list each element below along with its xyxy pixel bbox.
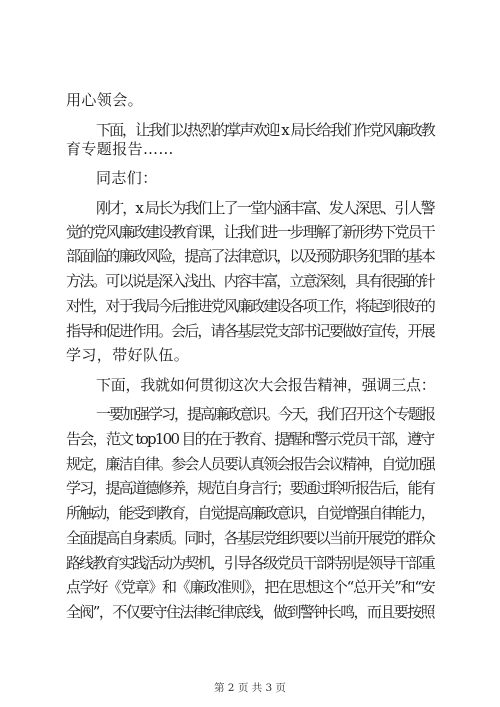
- text-line: 同志们：: [96, 169, 158, 187]
- text-line: 方法。可以说是深入浅出、内容丰富，立意深刻，具有很强的针: [66, 272, 434, 290]
- text-line: 路线教育实践活动为契机，引导各级党员干部特别是领导干部重: [66, 554, 434, 572]
- text-line: 规定，廉洁自律。参会人员要认真领会报告会议精神，自觉加强: [66, 455, 434, 473]
- text-line: 育专题报告……: [66, 140, 174, 158]
- text-line: 全阀”，不仅要守住法律纪律底线，做到警钟长鸣，而且要按照: [66, 603, 434, 621]
- text-line: 点学好《党章》和《廉政准则》，把在思想这个“总开关”和“安: [66, 578, 435, 596]
- text-line: 一要加强学习，提高廉政意识。今天，我们召开这个专题报: [96, 405, 435, 423]
- text-line: 告会，范文 top100 目的在于教育、提醒和警示党员干部，遵守: [66, 430, 434, 448]
- text-line: 全面提高自身素质。同时，各基层党组织要以当前开展党的群众: [66, 529, 434, 547]
- text-line: 刚才，x 局长为我们上了一堂内涵丰富、发人深思、引人警: [96, 199, 434, 217]
- text-line: 部面临的廉政风险，提高了法律意识，以及预防职务犯罪的基本: [66, 247, 434, 265]
- text-line: 所触动，能受到教育，自觉提高廉政意识，自觉增强自律能力，: [66, 504, 434, 522]
- text-line: 学习，提高道德修养，规范自身言行；要通过聆听报告后，能有: [66, 479, 434, 497]
- text-line: 对性，对于我局今后推进党风廉政建设各项工作，将起到很好的: [66, 297, 434, 315]
- text-line: 学习，带好队伍。: [66, 346, 190, 364]
- text-line: 下面，让我们以热烈的掌声欢迎 x 局长给我们作党风廉政教: [96, 121, 434, 139]
- text-line: 指导和促进作用。会后，请各基层党支部书记要做好宣传，开展: [66, 322, 434, 340]
- text-line: 下面，我就如何贯彻这次大会报告精神，强调三点：: [96, 376, 436, 394]
- page-footer: 第 2 页 共 3 页: [213, 682, 287, 694]
- text-line: 用心领会。: [66, 91, 144, 109]
- text-line: 觉的党风廉政建设教育课，让我们进一步理解了新形势下党员干: [66, 223, 434, 241]
